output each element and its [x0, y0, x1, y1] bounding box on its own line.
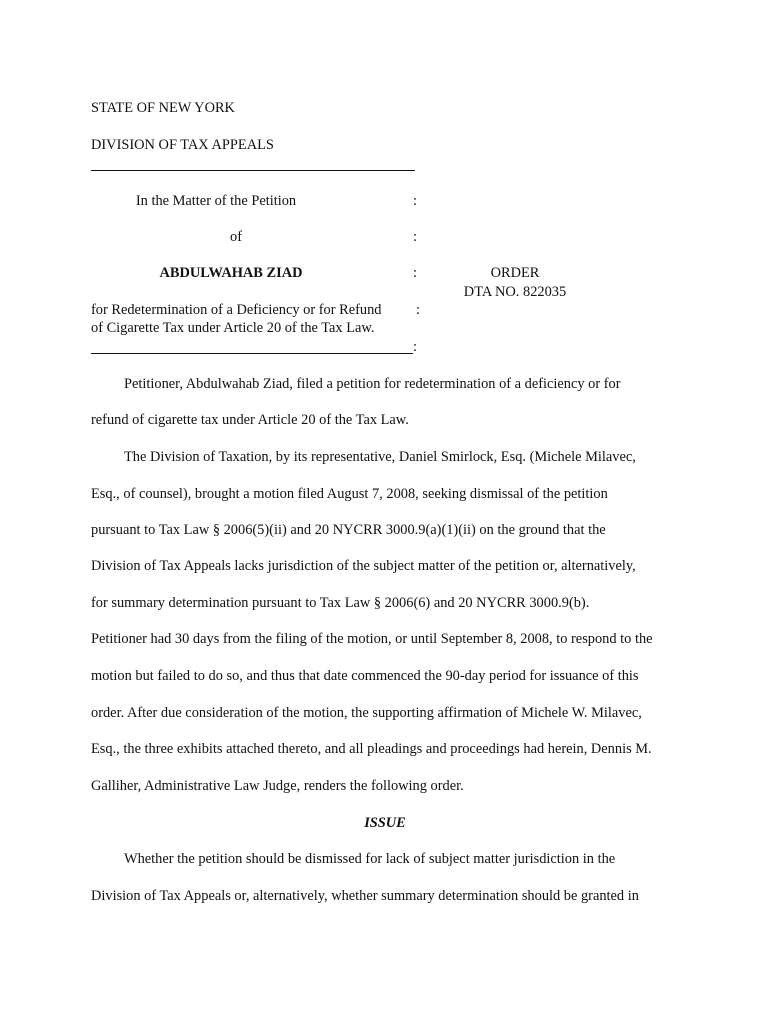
caption-top-rule	[91, 170, 415, 171]
paragraph-line: Division of Tax Appeals or, alternatively, whether summary determination should be granted in	[91, 888, 639, 904]
paragraph-line: Whether the petition should be dismissed for lack of subject matter jurisdiction in the	[124, 851, 616, 867]
paragraph-line: Galliher, Administrative Law Judge, renders the following order.	[91, 778, 464, 794]
paragraph-line: order. After due consideration of the motion, the supporting affirmation of Michele W. Milavec,	[91, 705, 642, 721]
paragraph-line: for summary determination pursuant to Tax Law § 2006(6) and 20 NYCRR 3000.9(b).	[91, 595, 590, 611]
paragraph-line: The Division of Taxation, by its representative, Daniel Smirlock, Esq. (Michele Milavec,	[124, 449, 636, 465]
caption-colon: :	[413, 229, 417, 245]
caption-colon: :	[413, 339, 417, 355]
caption-colon: :	[413, 193, 417, 209]
paragraph-line: Division of Tax Appeals lacks jurisdiction of the subject matter of the petition or, alternatively,	[91, 558, 636, 574]
caption-matter-line: In the Matter of the Petition	[135, 193, 297, 209]
dta-number: DTA NO. 822035	[463, 284, 567, 300]
paragraph-line: Petitioner, Abdulwahab Ziad, filed a petition for redetermination of a deficiency or for	[124, 376, 621, 392]
caption-of-line: of	[230, 229, 242, 245]
paragraph-line: pursuant to Tax Law § 2006(5)(ii) and 20 NYCRR 3000.9(a)(1)(ii) on the ground that the	[91, 522, 606, 538]
paragraph-line: refund of cigarette tax under Article 20 of the Tax Law.	[91, 412, 409, 428]
caption-petitioner-name: ABDULWAHAB ZIAD	[159, 265, 303, 281]
paragraph-line: motion but failed to do so, and thus that date commenced the 90-day period for issuance of this	[91, 668, 639, 684]
caption-bottom-rule	[91, 353, 413, 354]
state-heading: STATE OF NEW YORK	[91, 100, 235, 116]
caption-colon: :	[416, 302, 420, 318]
caption-colon: :	[413, 265, 417, 281]
paragraph-line: Esq., of counsel), brought a motion filed August 7, 2008, seeking dismissal of the petition	[91, 486, 608, 502]
division-heading: DIVISION OF TAX APPEALS	[91, 137, 274, 153]
order-title: ORDER	[490, 265, 540, 281]
caption-for-line-2: of Cigarette Tax under Article 20 of the Tax Law.	[91, 320, 375, 336]
paragraph-line: Esq., the three exhibits attached thereto, and all pleadings and proceedings had herein, Dennis M.	[91, 741, 652, 757]
caption-for-line-1: for Redetermination of a Deficiency or for Refund	[91, 302, 382, 318]
paragraph-line: Petitioner had 30 days from the filing of the motion, or until September 8, 2008, to respond to the	[91, 631, 653, 647]
issue-heading: ISSUE	[364, 815, 406, 831]
